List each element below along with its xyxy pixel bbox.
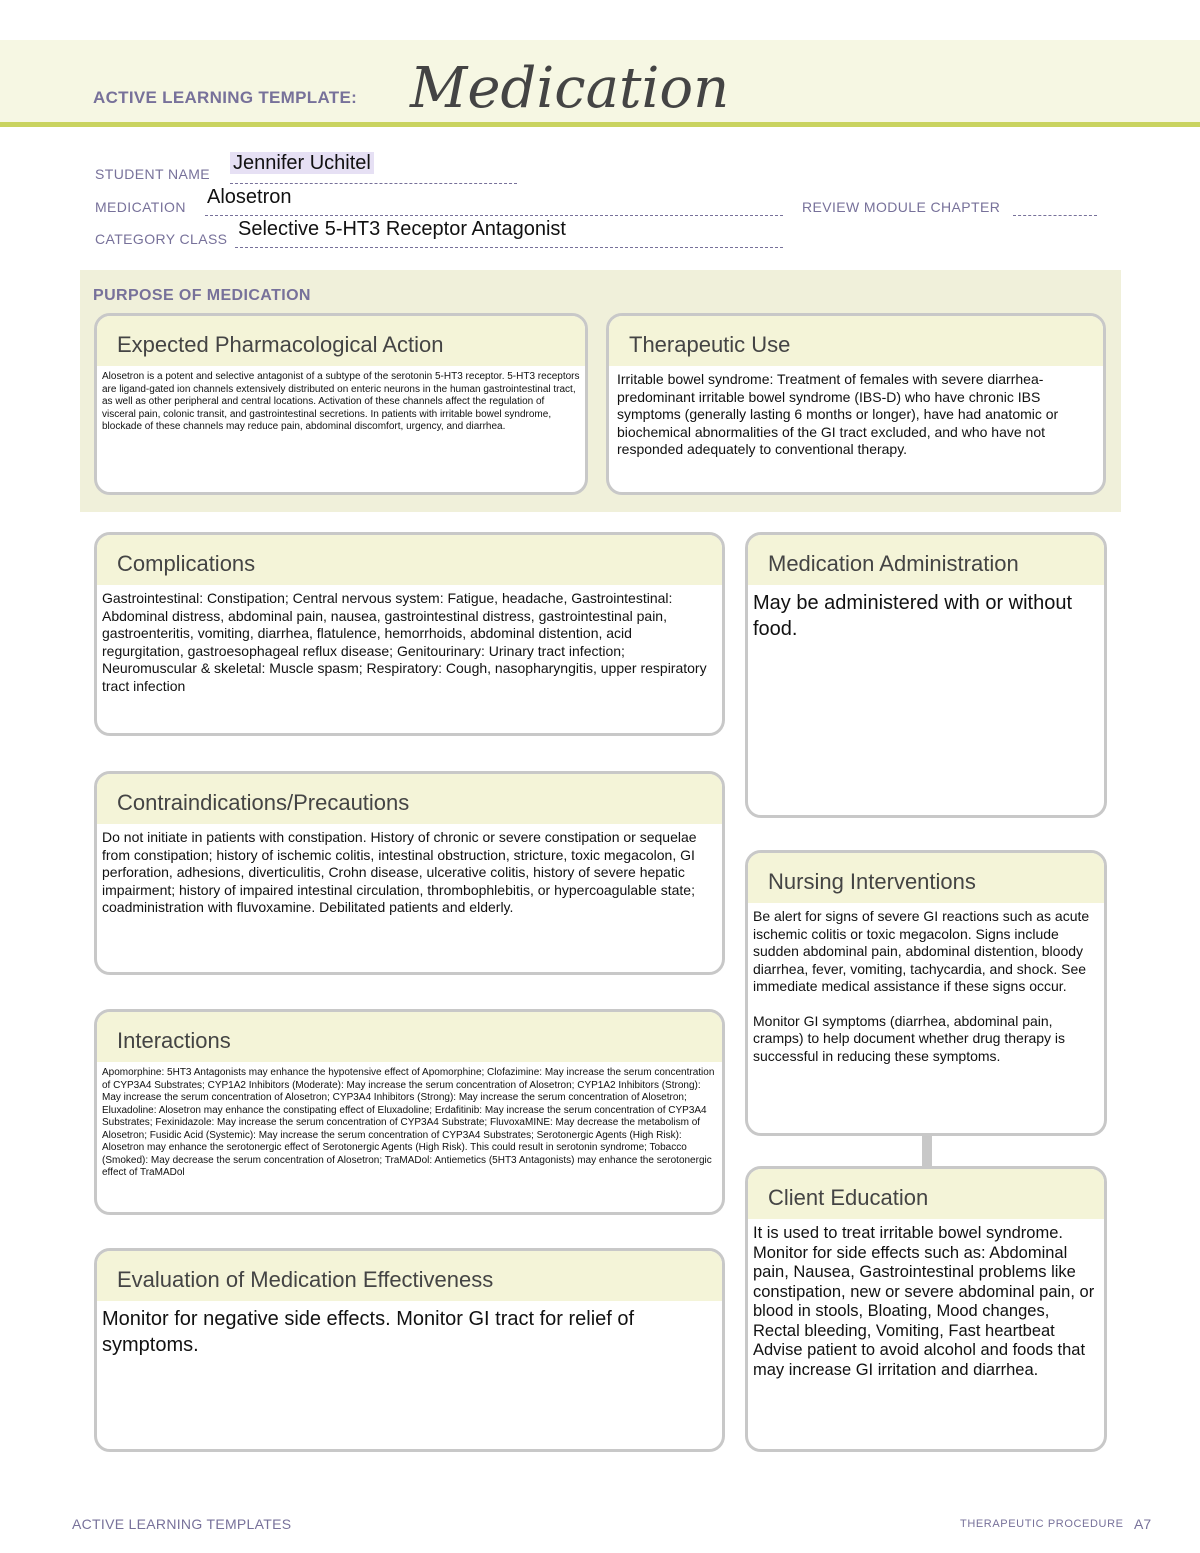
purpose-title: PURPOSE OF MEDICATION [93, 287, 311, 304]
interactions-title: Interactions [97, 1012, 722, 1062]
nursing-interventions-para-1: Be alert for signs of severe GI reactions such as acute ischemic colitis or toxic megacolon. Signs include sudden abdominal pain, abdominal distention, bloody diarrhea, fever, vomiting, tachycardia, and shock. See immediate medical assistance if these signs occur. [753, 908, 1090, 994]
administration-text[interactable]: May be administered with or without food. [753, 592, 1073, 640]
student-name-label: STUDENT NAME [95, 166, 210, 182]
contraindications-card [94, 771, 725, 975]
client-education-para-2: Advise patient to avoid alcohol and foods that may increase GI irritation and diarrhea. [753, 1341, 1086, 1379]
complications-card [94, 532, 725, 736]
expected-action-card [94, 313, 588, 495]
paragraph-spacer [753, 996, 1099, 1013]
nursing-interventions-text[interactable] [748, 903, 1104, 1065]
therapeutic-use-card [606, 313, 1106, 495]
student-name-value: Jennifer Uchitel [230, 152, 374, 174]
client-education-text[interactable] [748, 1219, 1104, 1380]
therapeutic-use-text[interactable]: Irritable bowel syndrome: Treatment of females with severe diarrhea-predominant irritable bowel syndrome (IBS-D) who have chronic IBS symptoms (generally lasting 6 months or longer), have had anatomic or biochemical abnormalities of the GI tract excluded, and who have not responded adequately to conventional therapy. [617, 371, 1059, 457]
medication-label: MEDICATION [95, 199, 186, 215]
administration-card [745, 532, 1107, 818]
client-education-para-1: It is used to treat irritable bowel syndrome. Monitor for side effects such as: Abdominal pain, Nausea, Gastrointestinal problems like constipation, new or severe abdominal pain, or blood in stools, Bloating, Mood changes, Rectal bleeding, Vomiting, Fast heartbeat [753, 1224, 1095, 1340]
evaluation-title: Evaluation of Medication Effectiveness [97, 1251, 722, 1301]
administration-title: Medication Administration [748, 535, 1104, 585]
complications-title: Complications [97, 535, 722, 585]
review-module-field[interactable] [1013, 197, 1097, 216]
footer-right: THERAPEUTIC PROCEDURE [960, 1518, 1124, 1530]
expected-action-title: Expected Pharmacological Action [97, 316, 585, 366]
template-label: ACTIVE LEARNING TEMPLATE: [93, 88, 358, 107]
evaluation-text[interactable]: Monitor for negative side effects. Monitor GI tract for relief of symptoms. [102, 1308, 635, 1356]
complications-text[interactable]: Gastrointestinal: Constipation; Central nervous system: Fatigue, headache, Gastrointestinal: Abdominal distress, abdominal pain, nausea, gastrointestinal distress, gastrointestinal pain, gastroenteritis, vomiting, diarrhea, flatulence, hemorrhoids, abdominal distention, acid regurgitation, gastroesophageal reflux disease; Genitourinary: Urinary tract infection; Neuromuscular & skeletal: Muscle spasm; Respiratory: Cough, nasopharyngitis, upper respiratory tract infection [102, 590, 707, 694]
contraindications-title: Contraindications/Precautions [97, 774, 722, 824]
interactions-text[interactable]: Apomorphine: 5HT3 Antagonists may enhance the hypotensive effect of Apomorphine; Clofazimine: May increase the serum concentration of CYP3A4 Substrates; CYP1A2 Inhibitors (Moderate): May increase the serum concentration of Alosetron; CYP1A2 Inhibitors (Strong): May increase the serum concentration of Alosetron; CYP3A4 Inhibitors (Strong): May increase the serum concentration of Alosetron; Eluxadoline: Alosetron may enhance the constipating effect of Eluxadoline; Erdafitinib: May increase the serum concentration of CYP3A4 Substrates; Fexinidazole: May increase the serum concentration of CYP3A4 Substrate; FluvoxaMINE: May decrease the metabolism of Alosetron; Fusidic Acid (Systemic): May increase the serum concentration of CYP3A4 Substrates; Serotonergic Agents (High Risk): Alosetron may enhance the serotonergic effect of Serotonergic Agents (High Risk). This could result in serotonin syndrome; Tobacco (Smoked): May decrease the serum concentration of Alosetron; TraMADol: Antiemetics (5HT3 Antagonists) may enhance the serotonergic effect of TraMADol [102, 1067, 715, 1178]
page-title: Medication [410, 56, 730, 121]
interactions-card [94, 1009, 725, 1215]
nursing-interventions-card [745, 850, 1107, 1136]
category-class-label: CATEGORY CLASS [95, 231, 228, 247]
contraindications-text[interactable]: Do not initiate in patients with constipation. History of chronic or severe constipation or sequelae from constipation; history of ischemic colitis, intestinal obstruction, stricture, toxic megacolon, GI perforation, adhesions, diverticulitis, Crohn disease, ulcerative colitis, history of severe hepatic impairment; history of impaired intestinal circulation, thrombophlebitis, or hypercoagulable state; coadministration with fluvoxamine. Debilitated patients and elderly. [102, 829, 697, 915]
expected-action-text[interactable]: Alosetron is a potent and selective antagonist of a subtype of the serotonin 5-HT3 receptor. 5-HT3 receptors are ligand-gated ion channels extensively distributed on enteric neurons in the human gastrointestinal tract, as well as other peripheral and central locations. Activation of these channels affect the regulation of visceral pain, colonic transit, and gastrointestinal secretions. In patients with irritable bowel syndrome, blockade of these channels may reduce pain, abdominal discomfort, urgency, and diarrhea. [102, 371, 580, 432]
page-number: A7 [1134, 1516, 1152, 1532]
student-name-field[interactable] [230, 152, 374, 175]
connector-bar [922, 1136, 932, 1166]
client-education-title: Client Education [748, 1169, 1104, 1219]
therapeutic-use-title: Therapeutic Use [609, 316, 1103, 366]
category-class-field[interactable]: Selective 5-HT3 Receptor Antagonist [238, 218, 566, 240]
review-module-label: REVIEW MODULE CHAPTER [802, 199, 1001, 215]
footer-left: ACTIVE LEARNING TEMPLATES [72, 1516, 292, 1532]
evaluation-card [94, 1248, 725, 1452]
nursing-interventions-para-2: Monitor GI symptoms (diarrhea, abdominal pain, cramps) to help document whether drug therapy is successful in reducing these symptoms. [753, 1012, 1066, 1064]
client-education-card [745, 1166, 1107, 1452]
nursing-interventions-title: Nursing Interventions [748, 853, 1104, 903]
header-rule [0, 122, 1200, 127]
medication-field[interactable]: Alosetron [207, 186, 292, 208]
medication-line [205, 197, 783, 216]
